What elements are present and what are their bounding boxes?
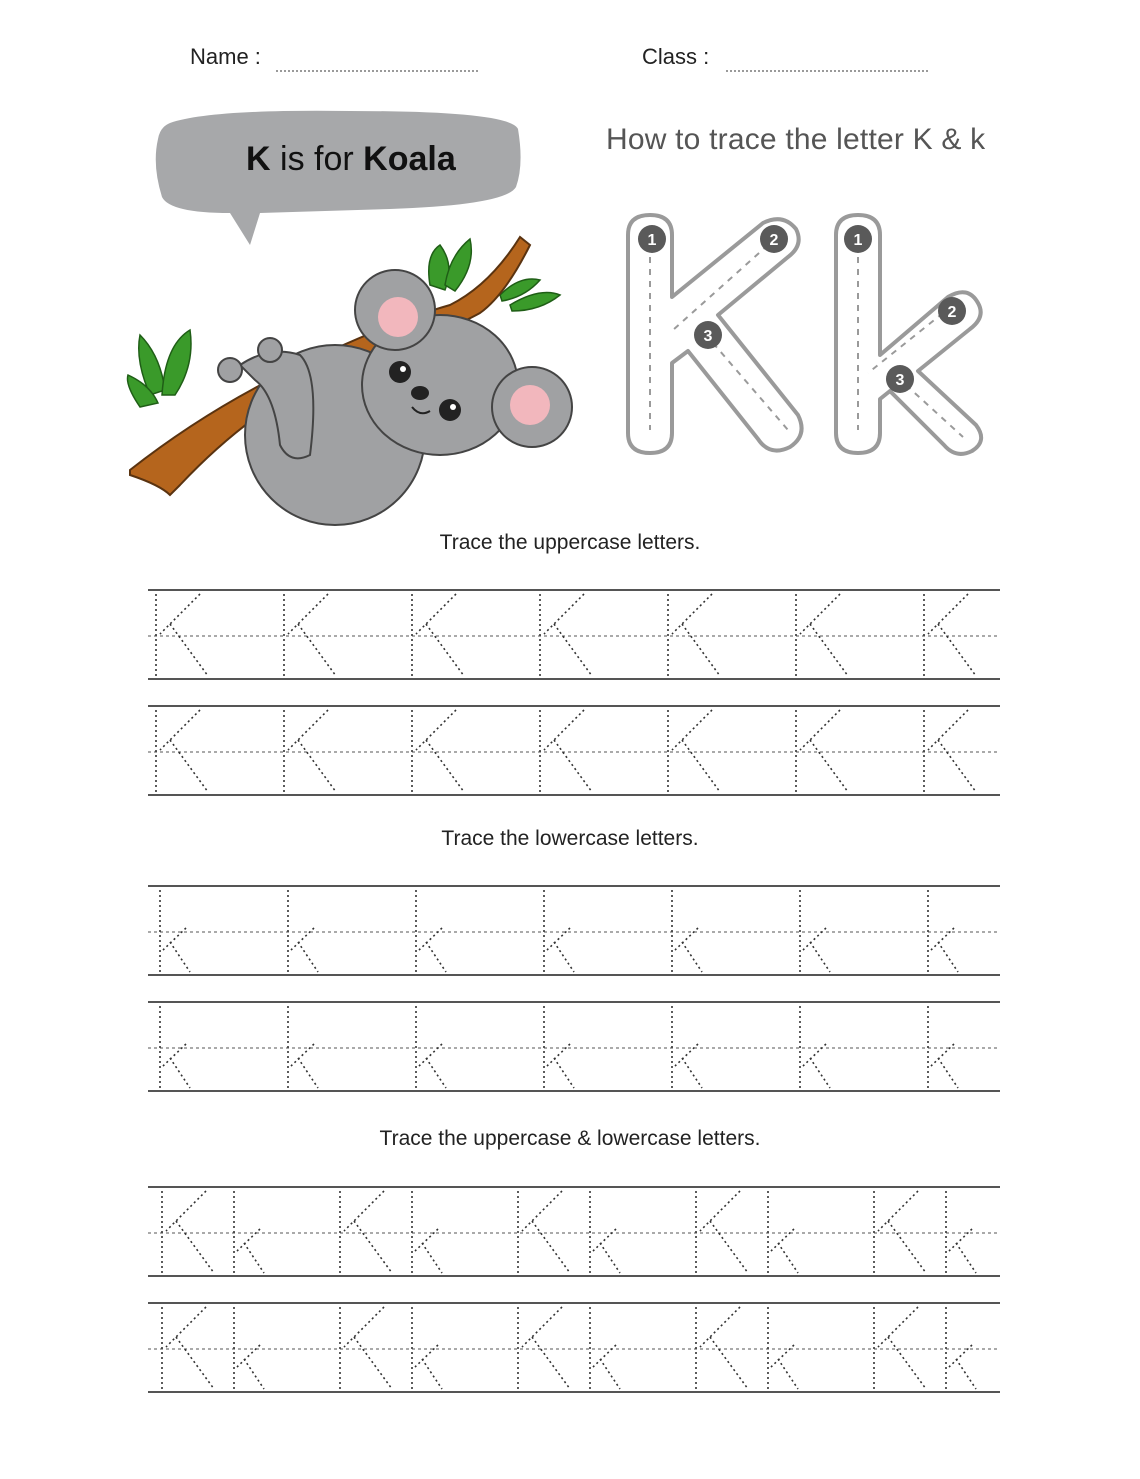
traceable-letter[interactable]	[544, 1006, 574, 1088]
traceable-letter[interactable]	[672, 1006, 702, 1088]
traceable-letter[interactable]	[416, 1006, 446, 1088]
traceable-letter[interactable]	[340, 1307, 442, 1389]
traceable-letter[interactable]	[284, 710, 336, 792]
bubble-word: Koala	[363, 140, 456, 178]
bubble-heading	[246, 140, 456, 179]
traceable-letter[interactable]	[696, 1307, 798, 1389]
traceable-letter[interactable]	[796, 710, 848, 792]
tracing-row[interactable]	[148, 586, 1000, 682]
traceable-letter[interactable]	[160, 890, 190, 972]
traceable-letter[interactable]	[288, 890, 318, 972]
section-title-both: Trace the uppercase & lowercase letters.	[379, 1127, 761, 1150]
stroke-order-diagram	[618, 205, 988, 465]
tracing-row[interactable]	[148, 1299, 1000, 1395]
koala-illustration-icon	[120, 225, 590, 535]
traceable-letter[interactable]	[416, 890, 446, 972]
bubble-middle: is for	[270, 140, 364, 178]
how-to-trace-title: How to trace the letter K & k	[606, 123, 986, 156]
traceable-letter[interactable]	[160, 1006, 190, 1088]
lower-step-2: 2	[947, 304, 957, 321]
tracing-row[interactable]	[148, 1183, 1000, 1279]
traceable-letter[interactable]	[796, 594, 848, 676]
traceable-letter[interactable]	[412, 594, 464, 676]
lower-step-3: 3	[895, 372, 905, 389]
traceable-letter[interactable]	[518, 1307, 620, 1389]
traceable-letter[interactable]	[284, 594, 336, 676]
name-label: Name :	[190, 44, 261, 69]
traceable-letter[interactable]	[162, 1191, 264, 1273]
traceable-letter[interactable]	[668, 594, 720, 676]
traceable-letter[interactable]	[696, 1191, 798, 1273]
tracing-row[interactable]	[148, 998, 1000, 1094]
traceable-letter[interactable]	[924, 594, 976, 676]
traceable-letter[interactable]	[340, 1191, 442, 1273]
lower-step-1: 1	[853, 232, 863, 249]
traceable-letter[interactable]	[672, 890, 702, 972]
traceable-letter[interactable]	[412, 710, 464, 792]
upper-step-1: 1	[647, 232, 657, 249]
class-label: Class :	[642, 44, 710, 69]
section-title-lowercase: Trace the lowercase letters.	[441, 827, 699, 850]
traceable-letter[interactable]	[800, 890, 830, 972]
traceable-letter[interactable]	[928, 890, 958, 972]
traceable-letter[interactable]	[928, 1006, 958, 1088]
traceable-letter[interactable]	[162, 1307, 264, 1389]
traceable-letter[interactable]	[540, 710, 592, 792]
traceable-letter[interactable]	[544, 890, 574, 972]
bubble-letter: K	[246, 140, 271, 178]
traceable-letter[interactable]	[924, 710, 976, 792]
traceable-letter[interactable]	[156, 710, 208, 792]
section-title-uppercase: Trace the uppercase letters.	[439, 531, 701, 554]
traceable-letter[interactable]	[518, 1191, 620, 1273]
traceable-letter[interactable]	[156, 594, 208, 676]
traceable-letter[interactable]	[800, 1006, 830, 1088]
tracing-row[interactable]	[148, 882, 1000, 978]
traceable-letter[interactable]	[288, 1006, 318, 1088]
class-field[interactable]	[726, 70, 928, 72]
traceable-letter[interactable]	[874, 1191, 976, 1273]
traceable-letter[interactable]	[668, 710, 720, 792]
traceable-letter[interactable]	[540, 594, 592, 676]
name-field[interactable]	[276, 70, 478, 72]
upper-step-2: 2	[769, 232, 779, 249]
traceable-letter[interactable]	[874, 1307, 976, 1389]
upper-step-3: 3	[703, 328, 713, 345]
tracing-row[interactable]	[148, 702, 1000, 798]
